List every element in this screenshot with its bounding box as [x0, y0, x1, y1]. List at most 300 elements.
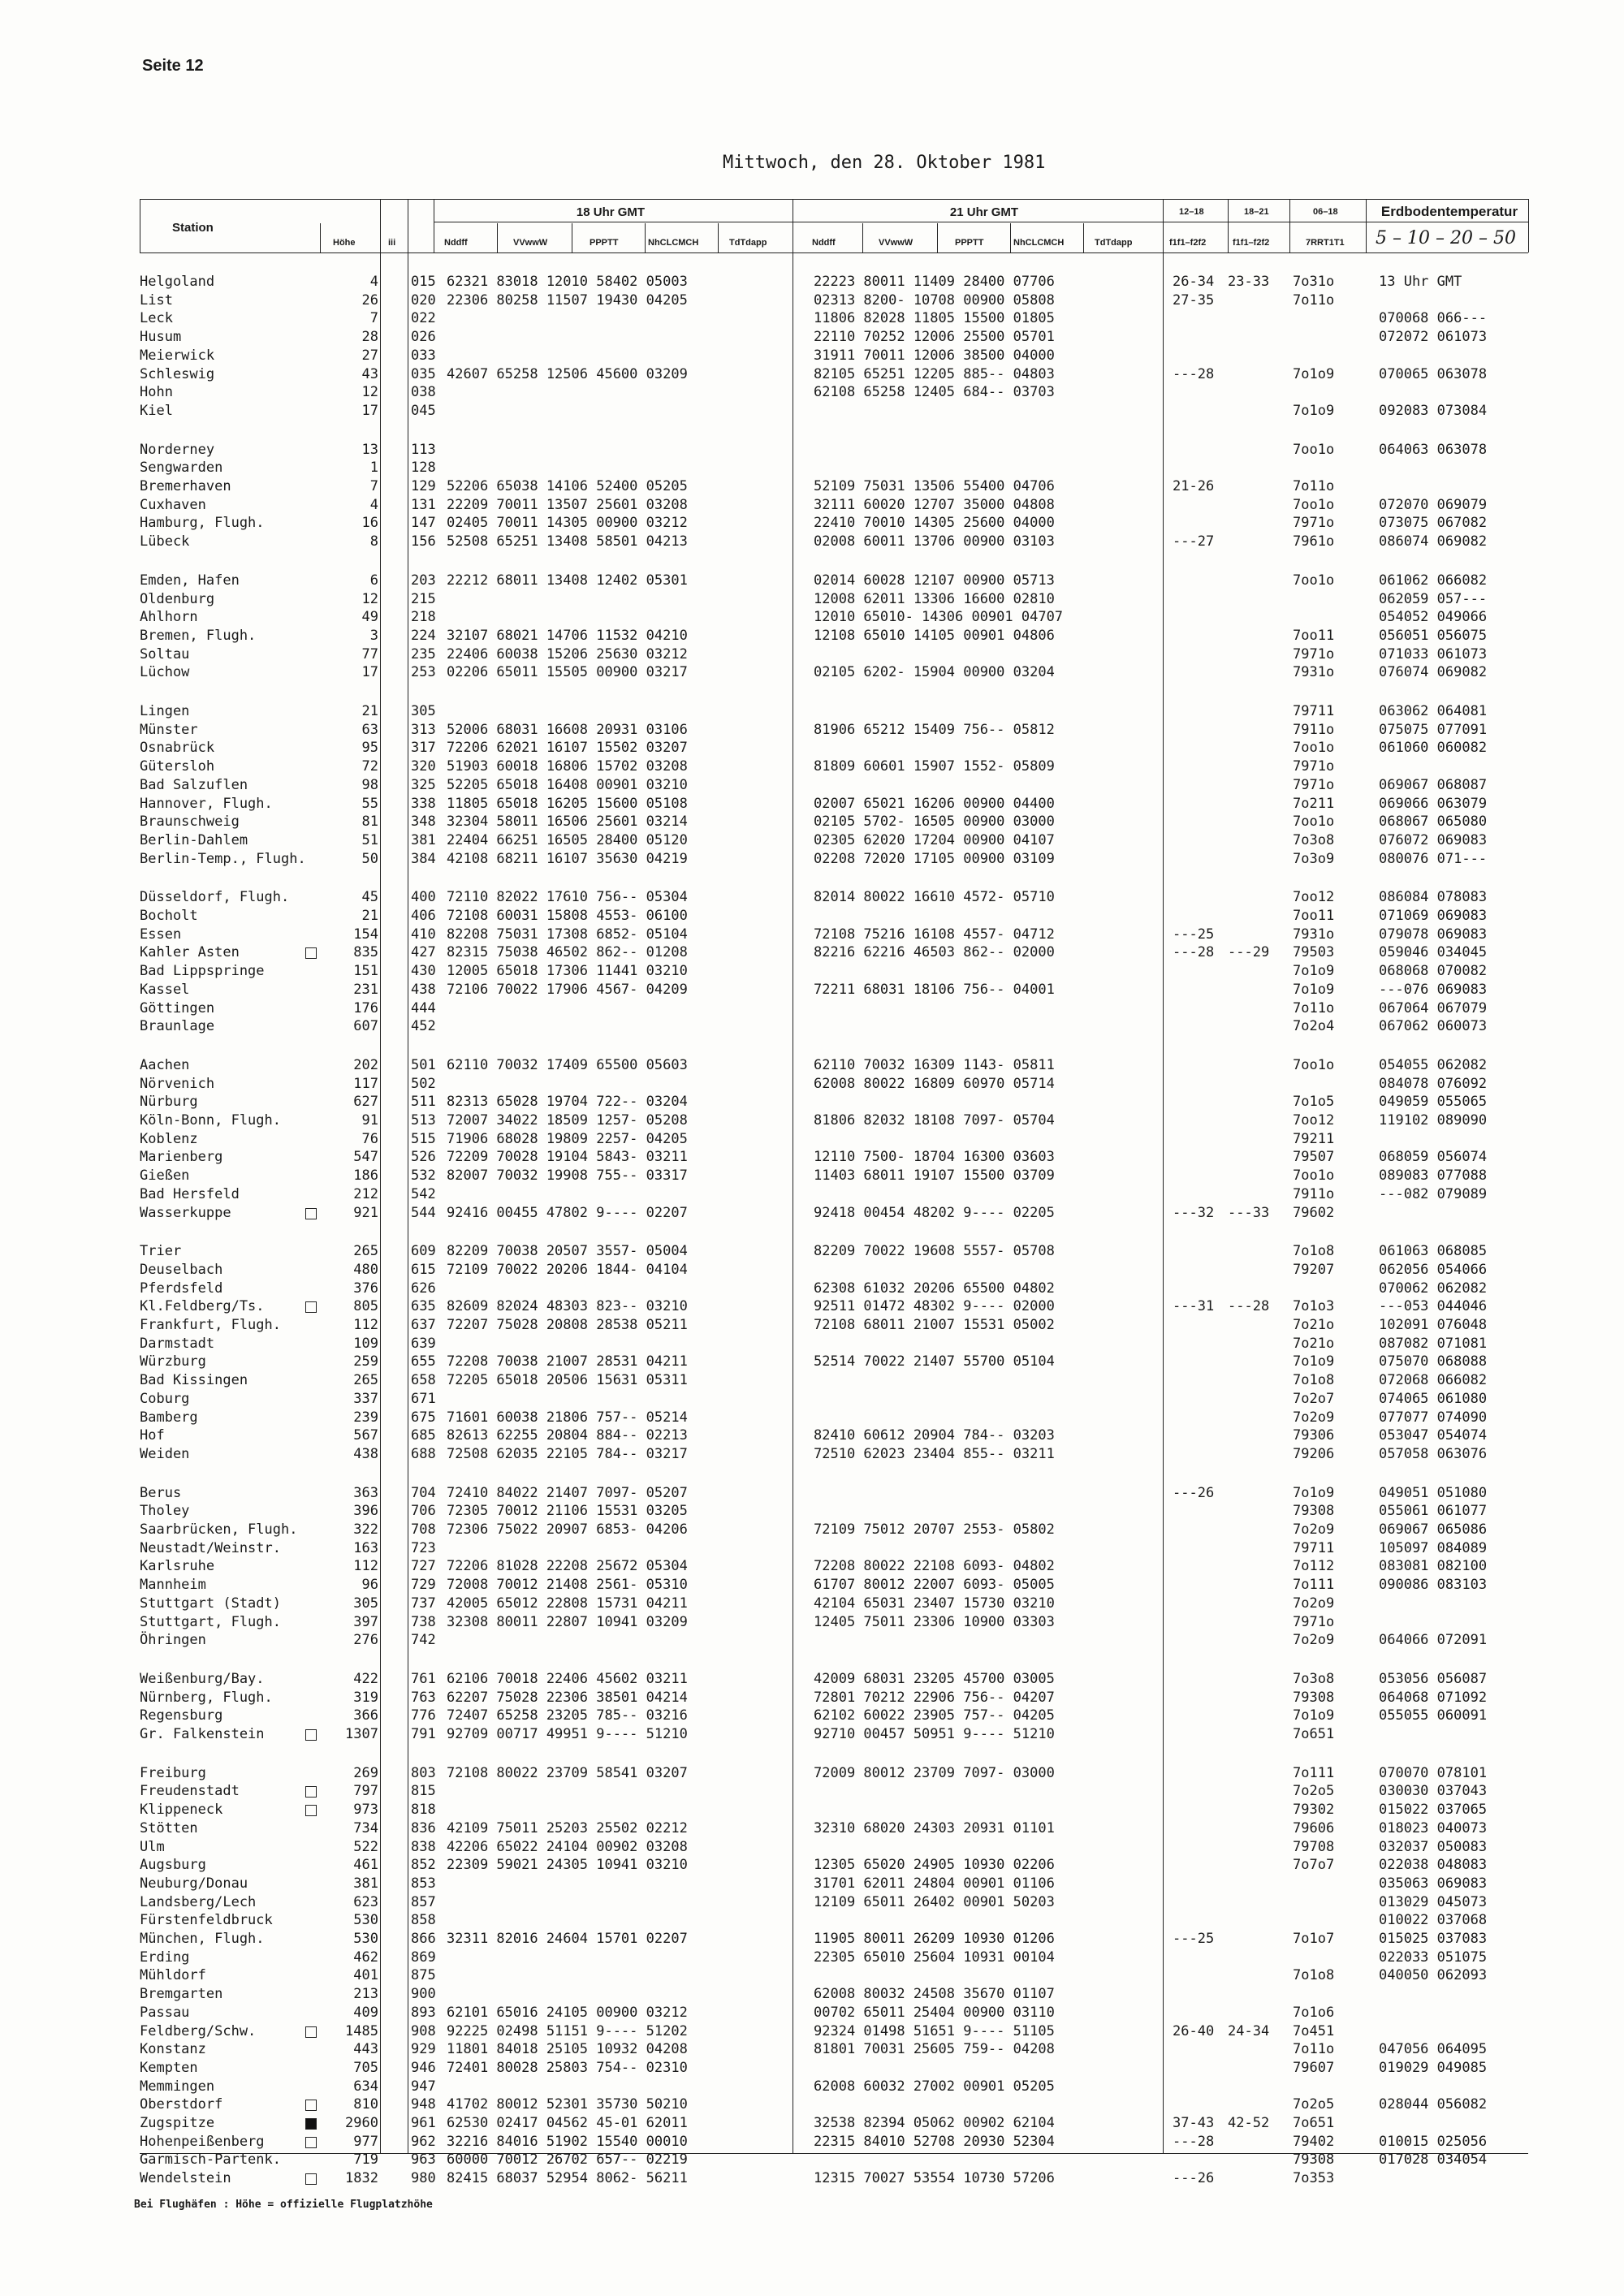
code-06-18: 79602 — [1293, 1204, 1335, 1221]
station-height: 112 — [353, 1317, 378, 1333]
code-06-18: 7o1o9 — [1293, 402, 1335, 419]
soil-temperature: ---053 044046 — [1379, 1298, 1488, 1315]
code-06-18: 7o1o9 — [1293, 963, 1335, 980]
station-name: Münster — [140, 721, 198, 738]
code-06-18: 79308 — [1293, 2151, 1335, 2169]
station-id: 406 — [411, 908, 436, 924]
station-id: 035 — [411, 365, 436, 382]
code-06-18: 7o1o8 — [1293, 1967, 1335, 1984]
station-id: 737 — [411, 1595, 436, 1612]
header-hoehe: Höhe — [333, 238, 356, 248]
station-id: 791 — [411, 1726, 436, 1742]
soil-temperature: 054055 062082 — [1379, 1056, 1488, 1073]
station-height: 213 — [353, 1986, 378, 2003]
code-06-18: 7o11o — [1293, 2041, 1335, 2058]
gust-12-18: 37-43 — [1173, 2115, 1215, 2131]
obs-21-gmt: 82410 60612 20904 784-- 03203 — [814, 1427, 1055, 1444]
code-06-18: 7o2o5 — [1293, 1783, 1335, 1800]
obs-21-gmt: 81809 60601 15907 1552- 05809 — [814, 758, 1055, 775]
station-height: 117 — [353, 1075, 378, 1092]
station-id: 452 — [411, 1018, 436, 1035]
obs-21-gmt: 81801 70031 25605 759-- 04208 — [814, 2041, 1055, 2058]
square-icon — [305, 2173, 317, 2185]
station-height: 810 — [353, 2096, 378, 2113]
obs-18-gmt: 82007 70032 19908 755-- 03317 — [447, 1167, 688, 1185]
station-height: 921 — [353, 1204, 378, 1221]
soil-temperature: 017028 034054 — [1379, 2151, 1488, 2169]
soil-temperature: 119102 089090 — [1379, 1112, 1488, 1129]
station-name: Berlin-Dahlem — [140, 831, 248, 848]
station-height: 8 — [369, 533, 378, 550]
station-height: 27 — [361, 347, 378, 364]
gust-12-18: 26-34 — [1173, 274, 1215, 290]
station-height: 1832 — [345, 2170, 378, 2187]
obs-21-gmt: 72108 75216 16108 4557- 04712 — [814, 926, 1055, 943]
station-height: 322 — [353, 1521, 378, 1538]
station-id: 384 — [411, 850, 436, 867]
soil-temperature: 13 Uhr GMT — [1379, 274, 1462, 290]
soil-temperature: 087082 071081 — [1379, 1335, 1488, 1352]
obs-18-gmt: 62110 70032 17409 65500 05603 — [447, 1056, 688, 1073]
code-06-18: 7o1o9 — [1293, 1353, 1335, 1370]
obs-18-gmt: 71601 60038 21806 757-- 05214 — [447, 1409, 688, 1426]
obs-21-gmt: 32538 82394 05062 00902 62104 — [814, 2115, 1055, 2131]
soil-temperature: 069067 068087 — [1379, 776, 1488, 793]
obs-21-gmt: 02105 6202- 15904 00900 03204 — [814, 664, 1055, 681]
code-06-18: 7oo11 — [1293, 908, 1335, 924]
station-name: Hohenpeißenberg — [140, 2133, 265, 2150]
station-height: 705 — [353, 2059, 378, 2076]
soil-temperature: 102091 076048 — [1379, 1317, 1488, 1333]
station-id: 963 — [411, 2151, 436, 2169]
station-name: Oberstdorf — [140, 2096, 223, 2113]
obs-21-gmt: 11806 82028 11805 15500 01805 — [814, 310, 1055, 327]
station-height: 530 — [353, 1912, 378, 1929]
obs-18-gmt: 11801 84018 25105 10932 04208 — [447, 2041, 688, 2058]
station-name: Wasserkuppe — [140, 1204, 231, 1221]
gust-12-18: ---31 — [1173, 1298, 1215, 1315]
station-id: 900 — [411, 1986, 436, 2003]
obs-18-gmt: 72407 65258 23205 785-- 03216 — [447, 1707, 688, 1724]
station-height: 337 — [353, 1390, 378, 1407]
station-height: 438 — [353, 1445, 378, 1462]
station-height: 634 — [353, 2078, 378, 2095]
soil-temperature: 063062 064081 — [1379, 703, 1488, 719]
code-06-18: 7o2o7 — [1293, 1390, 1335, 1407]
code-06-18: 7o111 — [1293, 1764, 1335, 1781]
soil-temperature: 030030 037043 — [1379, 1783, 1488, 1800]
station-id: 853 — [411, 1875, 436, 1892]
station-height: 319 — [353, 1689, 378, 1706]
header-erdboden-depths: 5 – 10 – 20 – 50 — [1376, 228, 1516, 248]
obs-21-gmt: 72208 80022 22108 6093- 04802 — [814, 1558, 1055, 1575]
header-period-3-sub: 7RRT1T1 — [1306, 238, 1345, 248]
station-name: Neustadt/Weinstr. — [140, 1539, 281, 1556]
obs-21-gmt: 72009 80012 23709 7097- 03000 — [814, 1764, 1055, 1781]
station-name: Feldberg/Schw. — [140, 2022, 257, 2039]
square-icon — [305, 1208, 317, 1219]
station-name: Stuttgart (Stadt) — [140, 1595, 281, 1612]
obs-18-gmt: 32304 58011 16506 25601 03214 — [447, 814, 688, 831]
obs-18-gmt: 62207 75028 22306 38501 04214 — [447, 1689, 688, 1706]
station-height: 4 — [369, 496, 378, 513]
gust-18-21: 24-34 — [1228, 2022, 1270, 2039]
station-name: Gütersloh — [140, 758, 215, 775]
square-icon — [305, 2137, 317, 2148]
station-name: Göttingen — [140, 999, 215, 1016]
soil-temperature: 105097 084089 — [1379, 1539, 1488, 1556]
station-name: Fürstenfeldbruck — [140, 1912, 273, 1929]
obs-18-gmt: 32311 82016 24604 15701 02207 — [447, 1931, 688, 1947]
obs-18-gmt: 62106 70018 22406 45602 03211 — [447, 1670, 688, 1687]
header-iii: iii — [388, 238, 396, 248]
station-name: Sengwarden — [140, 460, 223, 477]
station-id: 348 — [411, 814, 436, 831]
station-name: Gießen — [140, 1167, 190, 1185]
station-name: Düsseldorf, Flugh. — [140, 889, 290, 906]
station-height: 7 — [369, 478, 378, 494]
station-name: Hamburg, Flugh. — [140, 515, 265, 532]
station-id: 317 — [411, 740, 436, 757]
station-name: Husum — [140, 329, 182, 346]
station-name: Helgoland — [140, 274, 215, 290]
code-06-18: 79308 — [1293, 1689, 1335, 1706]
gust-12-18: 21-26 — [1173, 478, 1215, 494]
code-06-18: 7o2o9 — [1293, 1409, 1335, 1426]
station-height: 98 — [361, 776, 378, 793]
station-name: Coburg — [140, 1390, 190, 1407]
page-number: Seite 12 — [142, 57, 204, 75]
obs-18-gmt: 22212 68011 13408 12402 05301 — [447, 572, 688, 589]
obs-18-gmt: 22209 70011 13507 25601 03208 — [447, 496, 688, 513]
station-name: Braunlage — [140, 1018, 215, 1035]
station-id: 688 — [411, 1445, 436, 1462]
header-period-2-sub: f1f1–f2f2 — [1233, 238, 1270, 248]
header-21-col5: TdTdapp — [1095, 238, 1133, 248]
station-height: 50 — [361, 850, 378, 867]
station-id: 655 — [411, 1353, 436, 1370]
obs-18-gmt: 92709 00717 49951 9---- 51210 — [447, 1726, 688, 1742]
obs-18-gmt: 72208 70038 21007 28531 04211 — [447, 1353, 688, 1370]
soil-temperature: 070062 062082 — [1379, 1280, 1488, 1297]
station-height: 422 — [353, 1670, 378, 1687]
station-height: 265 — [353, 1243, 378, 1260]
obs-21-gmt: 62102 60022 23905 757-- 04205 — [814, 1707, 1055, 1724]
obs-21-gmt: 81906 65212 15409 756-- 05812 — [814, 721, 1055, 738]
station-name: Lübeck — [140, 533, 190, 550]
station-name: Regensburg — [140, 1707, 223, 1724]
gust-12-18: ---32 — [1173, 1204, 1215, 1221]
station-name: Augsburg — [140, 1857, 206, 1874]
station-name: Emden, Hafen — [140, 572, 240, 589]
obs-21-gmt: 72801 70212 22906 756-- 04207 — [814, 1689, 1055, 1706]
station-name: Kassel — [140, 981, 190, 998]
soil-temperature: 079078 069083 — [1379, 926, 1488, 943]
station-height: 567 — [353, 1427, 378, 1444]
header-erdboden: Erdbodentemperatur — [1380, 204, 1518, 219]
obs-21-gmt: 02305 62020 17204 00900 04107 — [814, 831, 1055, 848]
code-06-18: 7971o — [1293, 515, 1335, 532]
station-height: 973 — [353, 1802, 378, 1819]
obs-18-gmt: 51903 60018 16806 15702 03208 — [447, 758, 688, 775]
station-name: Passau — [140, 2004, 190, 2021]
obs-18-gmt: 02405 70011 14305 00900 03212 — [447, 515, 688, 532]
code-06-18: 7oo1o — [1293, 814, 1335, 831]
station-height: 547 — [353, 1149, 378, 1166]
station-id: 609 — [411, 1243, 436, 1260]
weather-table — [140, 199, 1528, 2187]
obs-18-gmt: 22406 60038 15206 25630 03212 — [447, 645, 688, 662]
obs-18-gmt: 52006 68031 16608 20931 03106 — [447, 721, 688, 738]
station-name: Koblenz — [140, 1130, 198, 1147]
soil-temperature: 053047 054074 — [1379, 1427, 1488, 1444]
station-id: 866 — [411, 1931, 436, 1947]
obs-18-gmt: 52205 65018 16408 00901 03210 — [447, 776, 688, 793]
code-06-18: 7o2o9 — [1293, 1632, 1335, 1649]
header-period-1: 12–18 — [1179, 207, 1204, 217]
station-height: 397 — [353, 1613, 378, 1630]
soil-temperature: 075070 068088 — [1379, 1353, 1488, 1370]
station-id: 818 — [411, 1802, 436, 1819]
station-name: Kiel — [140, 402, 173, 419]
obs-21-gmt: 81806 82032 18108 7097- 05704 — [814, 1112, 1055, 1129]
station-id: 980 — [411, 2170, 436, 2187]
gust-12-18: ---26 — [1173, 2170, 1215, 2187]
station-id: 704 — [411, 1484, 436, 1501]
gust-12-18: 26-40 — [1173, 2022, 1215, 2039]
square-icon — [305, 1729, 317, 1741]
soil-temperature: 022038 048083 — [1379, 1857, 1488, 1874]
station-height: 151 — [353, 963, 378, 980]
station-height: 21 — [361, 703, 378, 719]
station-name: Hof — [140, 1427, 165, 1444]
obs-18-gmt: 11805 65018 16205 15600 05108 — [447, 795, 688, 812]
station-height: 7 — [369, 310, 378, 327]
obs-18-gmt: 82613 62255 20804 884-- 02213 — [447, 1427, 688, 1444]
station-name: Kempten — [140, 2059, 198, 2076]
gust-12-18: 27-35 — [1173, 291, 1215, 309]
station-height: 623 — [353, 1893, 378, 1910]
station-id: 635 — [411, 1298, 436, 1315]
station-height: 396 — [353, 1503, 378, 1520]
station-name: Weißenburg/Bay. — [140, 1670, 265, 1687]
header-18-col3: PPPTT — [590, 238, 619, 248]
station-name: Essen — [140, 926, 182, 943]
station-height: 12 — [361, 590, 378, 607]
soil-temperature: 022033 051075 — [1379, 1949, 1488, 1966]
station-height: 1307 — [345, 1726, 378, 1742]
station-name: Kahler Asten — [140, 944, 240, 961]
code-06-18: 7o353 — [1293, 2170, 1335, 2187]
station-id: 513 — [411, 1112, 436, 1129]
station-height: 45 — [361, 889, 378, 906]
obs-21-gmt: 62110 70032 16309 1143- 05811 — [814, 1056, 1055, 1073]
obs-21-gmt: 72211 68031 18106 756-- 04001 — [814, 981, 1055, 998]
report-date: Mittwoch, den 28. Oktober 1981 — [723, 153, 1046, 173]
code-06-18: 79402 — [1293, 2133, 1335, 2150]
obs-21-gmt: 72109 75012 20707 2553- 05802 — [814, 1521, 1055, 1538]
station-id: 706 — [411, 1503, 436, 1520]
code-06-18: 79207 — [1293, 1261, 1335, 1278]
station-height: 835 — [353, 944, 378, 961]
soil-temperature: 072070 069079 — [1379, 496, 1488, 513]
header-period-3: 06–18 — [1313, 207, 1338, 217]
soil-temperature: 064063 063078 — [1379, 441, 1488, 458]
station-id: 838 — [411, 1838, 436, 1855]
code-06-18: 7oo1o — [1293, 441, 1335, 458]
obs-18-gmt: 52508 65251 13408 58501 04213 — [447, 533, 688, 550]
station-name: Saarbrücken, Flugh. — [140, 1521, 298, 1538]
obs-18-gmt: 72109 70022 20206 1844- 04104 — [447, 1261, 688, 1278]
station-height: 276 — [353, 1632, 378, 1649]
station-name: Ulm — [140, 1838, 165, 1855]
obs-18-gmt: 72110 82022 17610 756-- 05304 — [447, 889, 688, 906]
station-name: Lingen — [140, 703, 190, 719]
code-06-18: 7o7o7 — [1293, 1857, 1335, 1874]
code-06-18: 7oo1o — [1293, 740, 1335, 757]
station-name: Neuburg/Donau — [140, 1875, 248, 1892]
station-height: 977 — [353, 2133, 378, 2150]
soil-temperature: 062059 057--- — [1379, 590, 1488, 607]
station-id: 026 — [411, 329, 436, 346]
station-height: 401 — [353, 1967, 378, 1984]
station-height: 202 — [353, 1056, 378, 1073]
soil-temperature: 010015 025056 — [1379, 2133, 1488, 2150]
gust-12-18: ---26 — [1173, 1484, 1215, 1501]
code-06-18: 79607 — [1293, 2059, 1335, 2076]
code-06-18: 7o11o — [1293, 999, 1335, 1016]
station-id: 671 — [411, 1390, 436, 1407]
soil-temperature: 090086 083103 — [1379, 1577, 1488, 1594]
station-id: 929 — [411, 2041, 436, 2058]
obs-18-gmt: 72108 60031 15808 4553- 06100 — [447, 908, 688, 924]
code-06-18: 7o1o3 — [1293, 1298, 1335, 1315]
obs-18-gmt: 72306 75022 20907 6853- 04206 — [447, 1521, 688, 1538]
obs-18-gmt: 82209 70038 20507 3557- 05004 — [447, 1243, 688, 1260]
gust-12-18: ---28 — [1173, 365, 1215, 382]
code-06-18: 7o1o9 — [1293, 1707, 1335, 1724]
code-06-18: 7971o — [1293, 776, 1335, 793]
obs-21-gmt: 22315 84010 52708 20930 52304 — [814, 2133, 1055, 2150]
obs-18-gmt: 42108 68211 16107 35630 04219 — [447, 850, 688, 867]
header-21-col2: VVwwW — [879, 238, 914, 248]
code-06-18: 7oo11 — [1293, 627, 1335, 644]
gust-18-21: ---33 — [1228, 1204, 1270, 1221]
code-06-18: 7931o — [1293, 664, 1335, 681]
station-name: List — [140, 291, 173, 309]
code-06-18: 7o2o9 — [1293, 1521, 1335, 1538]
code-06-18: 7oo1o — [1293, 1167, 1335, 1185]
station-height: 95 — [361, 740, 378, 757]
obs-21-gmt: 00702 65011 25404 00900 03110 — [814, 2004, 1055, 2021]
header-18-col2: VVwwW — [513, 238, 548, 248]
station-id: 857 — [411, 1893, 436, 1910]
station-name: Aachen — [140, 1056, 190, 1073]
station-height: 112 — [353, 1558, 378, 1575]
code-06-18: 7911o — [1293, 721, 1335, 738]
station-name: Bremgarten — [140, 1986, 223, 2003]
station-height: 186 — [353, 1167, 378, 1185]
station-id: 852 — [411, 1857, 436, 1874]
station-id: 502 — [411, 1075, 436, 1092]
station-height: 81 — [361, 814, 378, 831]
code-06-18: 7o11o — [1293, 478, 1335, 494]
obs-21-gmt: 22110 70252 12006 25500 05701 — [814, 329, 1055, 346]
station-height: 6 — [369, 572, 378, 589]
code-06-18: 7911o — [1293, 1185, 1335, 1202]
obs-18-gmt: 42005 65012 22808 15731 04211 — [447, 1595, 688, 1612]
code-06-18: 7o1o6 — [1293, 2004, 1335, 2021]
station-id: 742 — [411, 1632, 436, 1649]
soil-temperature: 072072 061073 — [1379, 329, 1488, 346]
obs-21-gmt: 92511 01472 48302 9---- 02000 — [814, 1298, 1055, 1315]
station-name: Erding — [140, 1949, 190, 1966]
station-id: 400 — [411, 889, 436, 906]
obs-18-gmt: 42206 65022 24104 00902 03208 — [447, 1838, 688, 1855]
station-name: Memmingen — [140, 2078, 215, 2095]
station-name: Oldenburg — [140, 590, 215, 607]
obs-18-gmt: 02206 65011 15505 00900 03217 — [447, 664, 688, 681]
obs-18-gmt: 41702 80012 52301 35730 50210 — [447, 2096, 688, 2113]
station-id: 438 — [411, 981, 436, 998]
obs-21-gmt: 62008 80032 24508 35670 01107 — [814, 1986, 1055, 2003]
obs-21-gmt: 62308 61032 20206 65500 04802 — [814, 1280, 1055, 1297]
gust-18-21: ---29 — [1228, 944, 1270, 961]
station-name: Trier — [140, 1243, 182, 1260]
station-name: Deuselbach — [140, 1261, 223, 1278]
soil-temperature: 049051 051080 — [1379, 1484, 1488, 1501]
soil-temperature: 069067 065086 — [1379, 1521, 1488, 1538]
soil-temperature: 070065 063078 — [1379, 365, 1488, 382]
gust-12-18: ---25 — [1173, 1931, 1215, 1947]
code-06-18: 7971o — [1293, 758, 1335, 775]
obs-21-gmt: 52514 70022 21407 55700 05104 — [814, 1353, 1055, 1370]
obs-21-gmt: 92710 00457 50951 9---- 51210 — [814, 1726, 1055, 1742]
obs-21-gmt: 22223 80011 11409 28400 07706 — [814, 274, 1055, 290]
station-height: 719 — [353, 2151, 378, 2169]
station-id: 526 — [411, 1149, 436, 1166]
footnote: Bei Flughäfen : Höhe = offizielle Flugplatzhöhe — [134, 2199, 433, 2211]
station-id: 515 — [411, 1130, 436, 1147]
obs-18-gmt: 72410 84022 21407 7097- 05207 — [447, 1484, 688, 1501]
soil-temperature: 055055 060091 — [1379, 1707, 1488, 1724]
gust-12-18: ---25 — [1173, 926, 1215, 943]
soil-temperature: 032037 050083 — [1379, 1838, 1488, 1855]
obs-21-gmt: 31911 70011 12006 38500 04000 — [814, 347, 1055, 364]
obs-18-gmt: 42607 65258 12506 45600 03209 — [447, 365, 688, 382]
station-id: 544 — [411, 1204, 436, 1221]
station-height: 305 — [353, 1595, 378, 1612]
soil-temperature: 086074 069082 — [1379, 533, 1488, 550]
code-06-18: 7o21o — [1293, 1335, 1335, 1352]
code-06-18: 7o1o9 — [1293, 365, 1335, 382]
obs-18-gmt: 32216 84016 51902 15540 00010 — [447, 2133, 688, 2150]
gust-18-21: 23-33 — [1228, 274, 1270, 290]
station-id: 869 — [411, 1949, 436, 1966]
obs-18-gmt: 72205 65018 20506 15631 05311 — [447, 1372, 688, 1389]
station-id: 542 — [411, 1185, 436, 1202]
soil-temperature: 061063 068085 — [1379, 1243, 1488, 1260]
obs-18-gmt: 72008 70012 21408 2561- 05310 — [447, 1577, 688, 1594]
station-name: Ahlhorn — [140, 609, 198, 626]
station-id: 908 — [411, 2022, 436, 2039]
soil-temperature: 047056 064095 — [1379, 2041, 1488, 2058]
station-id: 776 — [411, 1707, 436, 1724]
station-name: Cuxhaven — [140, 496, 206, 513]
soil-temperature: 062056 054066 — [1379, 1261, 1488, 1278]
station-id: 131 — [411, 496, 436, 513]
station-id: 203 — [411, 572, 436, 589]
